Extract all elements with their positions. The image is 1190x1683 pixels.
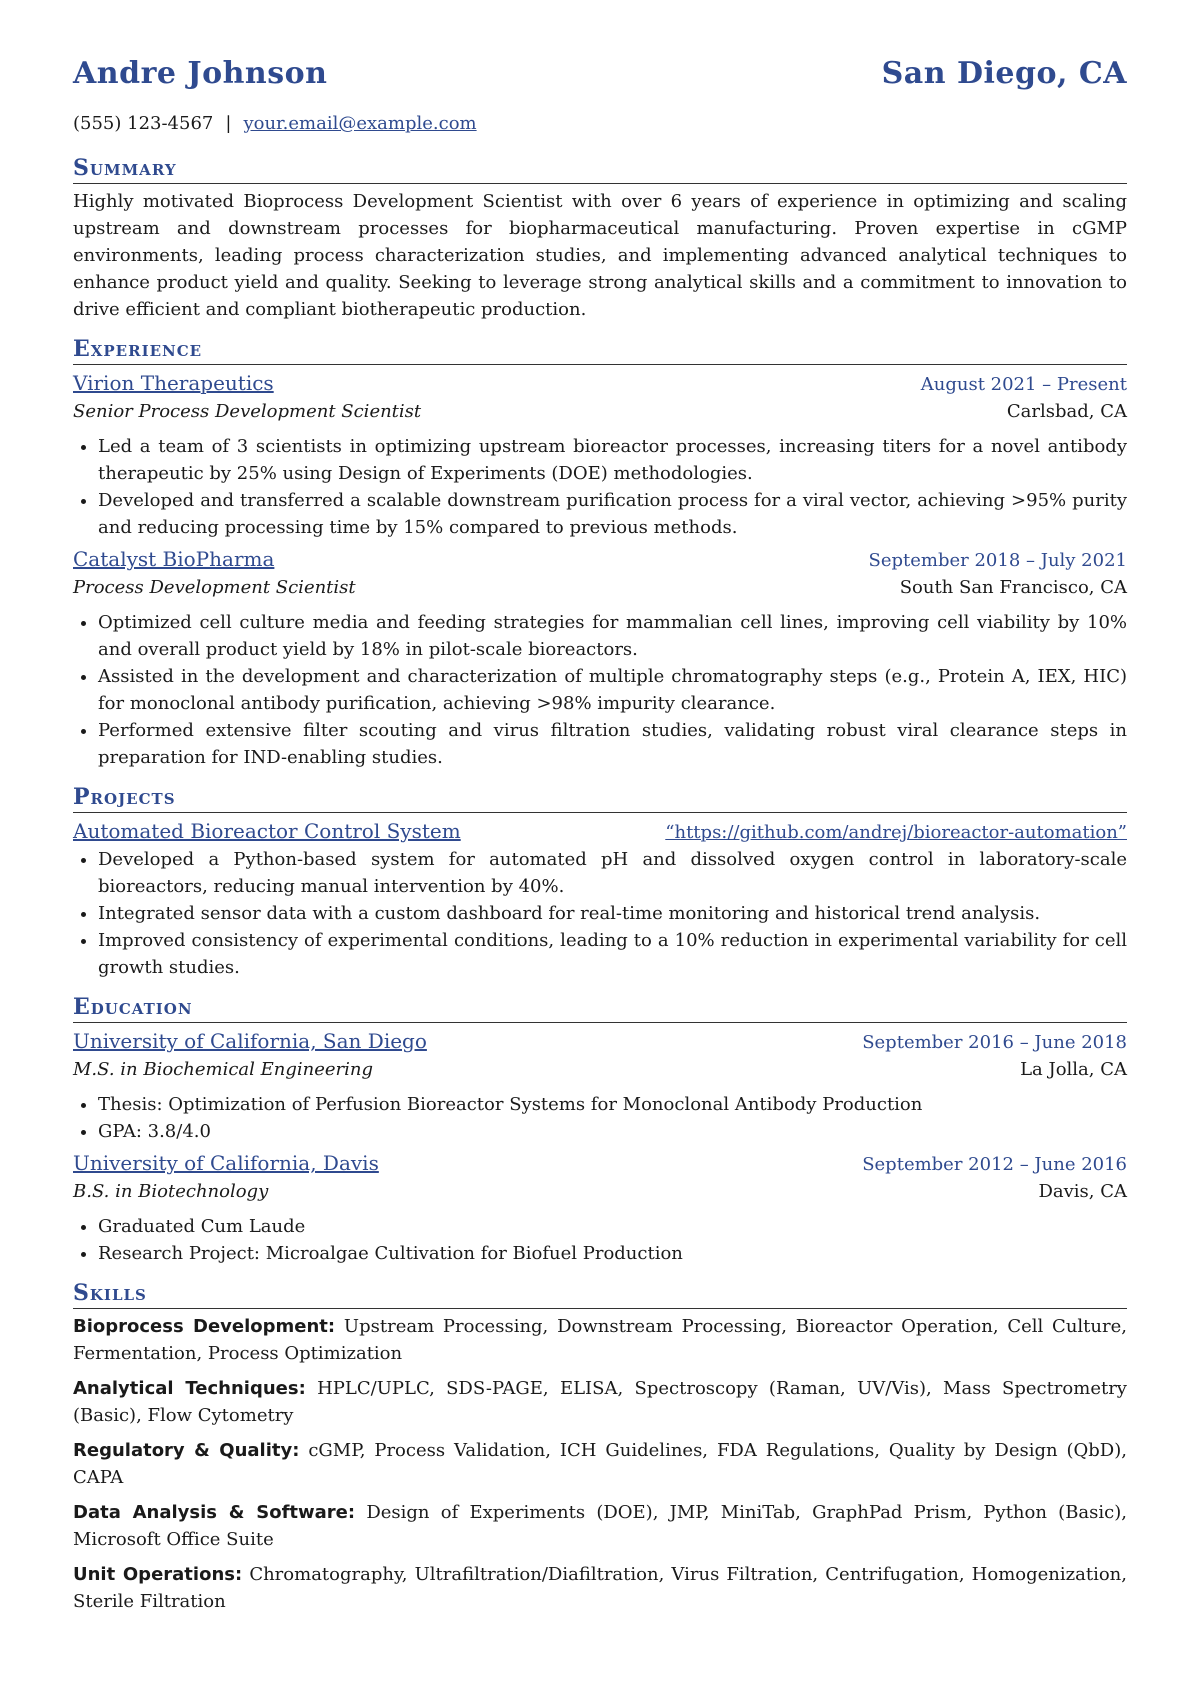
- entry-location: South San Francisco, CA: [899, 577, 1127, 598]
- skill-label: Unit Operations:: [73, 1564, 243, 1585]
- section-title-projects: Projects: [73, 783, 1127, 813]
- list-item: • Graduated Cum Laude: [98, 1213, 1127, 1240]
- skill-row: [73, 1437, 1127, 1491]
- list-item: • Research Project: Microalgae Cultivation for Biofuel Production: [98, 1240, 1127, 1267]
- entry-location: La Jolla, CA: [1020, 1059, 1127, 1080]
- entry-location: Davis, CA: [1038, 1181, 1127, 1202]
- skill-value: HPLC/UPLC, SDS-PAGE, ELISA, Spectroscopy (Raman, UV/Vis), Mass Spectrometry (Basic), Flow Cytometry: [73, 1378, 1127, 1426]
- experience-entry: [73, 545, 1127, 771]
- degree: B.S. in Biotechnology: [73, 1181, 269, 1202]
- skill-row: [73, 1499, 1127, 1553]
- skill-label: Analytical Techniques:: [73, 1378, 306, 1399]
- section-title-education: Education: [73, 993, 1127, 1023]
- company-name[interactable]: Virion Therapeutics: [73, 371, 274, 395]
- skill-value: cGMP, Process Validation, ICH Guidelines, FDA Regulations, Quality by Design (QbD), CAPA: [73, 1440, 1127, 1488]
- phone: (555) 123-4567: [73, 113, 214, 134]
- section-title-summary: Summary: [73, 154, 1127, 184]
- project-entry: [73, 817, 1127, 981]
- list-item: • GPA: 3.8/4.0: [98, 1118, 1127, 1145]
- entry-dates: September 2016 – June 2018: [862, 1032, 1127, 1053]
- job-title: Senior Process Development Scientist: [73, 401, 422, 422]
- skill-row: [73, 1375, 1127, 1429]
- entry-dates: September 2018 – July 2021: [868, 550, 1127, 571]
- job-title: Process Development Scientist: [73, 577, 356, 598]
- skill-label: Data Analysis & Software:: [73, 1502, 356, 1523]
- skill-value: Design of Experiments (DOE), JMP, MiniTab, GraphPad Prism, Python (Basic), Microsoft Office Suite: [73, 1502, 1127, 1550]
- skill-row: [73, 1561, 1127, 1615]
- skill-value: Chromatography, Ultrafiltration/Diafiltration, Virus Filtration, Centrifugation, Homogenization, Sterile Filtration: [73, 1564, 1127, 1612]
- list-item: • Developed a Python-based system for automated pH and dissolved oxygen control in laboratory-scale bioreactors, reducing manual intervention by 40%.: [98, 846, 1127, 900]
- experience-entry: [73, 369, 1127, 541]
- bullet-list: [73, 609, 1127, 771]
- email-link[interactable]: your.email@example.com: [243, 113, 477, 134]
- list-item: • Developed and transferred a scalable downstream purification process for a viral vector, achieving >95% purity and reducing processing time by 15% compared to previous methods.: [98, 487, 1127, 541]
- project-link[interactable]: “https://github.com/andrej/bioreactor-automation”: [665, 822, 1127, 843]
- bullet-list: [73, 433, 1127, 541]
- entry-dates: August 2021 – Present: [920, 374, 1127, 395]
- bullet-list: [73, 1091, 1127, 1145]
- education-entry: [73, 1149, 1127, 1267]
- education-entry: [73, 1027, 1127, 1145]
- list-item: • Integrated sensor data with a custom dashboard for real-time monitoring and historical trend analysis.: [98, 900, 1127, 927]
- resume-page: [73, 56, 1127, 1623]
- skill-label: Bioprocess Development:: [73, 1316, 336, 1337]
- contact-line: [73, 110, 1127, 142]
- entry-dates: September 2012 – June 2016: [862, 1154, 1127, 1175]
- skill-label: Regulatory & Quality:: [73, 1440, 300, 1461]
- list-item: • Led a team of 3 scientists in optimizing upstream bioreactor processes, increasing titers for a novel antibody therapeutic by 25% using Design of Experiments (DOE) methodologies.: [98, 433, 1127, 487]
- list-item: • Optimized cell culture media and feeding strategies for mammalian cell lines, improving cell viability by 10% and overall product yield by 18% in pilot-scale bioreactors.: [98, 609, 1127, 663]
- company-name[interactable]: Catalyst BioPharma: [73, 547, 275, 571]
- list-item: • Performed extensive filter scouting and virus filtration studies, validating robust viral clearance steps in preparation for IND-enabling studies.: [98, 717, 1127, 771]
- list-item: • Thesis: Optimization of Perfusion Bioreactor Systems for Monoclonal Antibody Production: [98, 1091, 1127, 1118]
- skill-row: [73, 1313, 1127, 1367]
- candidate-location: San Diego, CA: [881, 56, 1127, 91]
- degree: M.S. in Biochemical Engineering: [73, 1059, 374, 1080]
- school-name[interactable]: University of California, Davis: [73, 1151, 379, 1175]
- entry-location: Carlsbad, CA: [1006, 401, 1127, 422]
- skill-value: Upstream Processing, Downstream Processing, Bioreactor Operation, Cell Culture, Fermentation, Process Optimization: [73, 1316, 1127, 1364]
- project-name[interactable]: Automated Bioreactor Control System: [73, 819, 461, 843]
- summary-text: Highly motivated Bioprocess Development Scientist with over 6 years of experience in optimizing and scaling upstream and downstream processes for biopharmaceutical manufacturing. Proven expertise in cGMP environments, leading process characterization studies, and implementing advanced analytical techniques to enhance product yield and quality. Seeking to leverage strong analytical skills and a commitment to innovation to drive efficient and compliant biotherapeutic production.: [73, 191, 1127, 320]
- candidate-name: Andre Johnson: [73, 56, 328, 91]
- bullet-list: [73, 1213, 1127, 1267]
- section-title-skills: Skills: [73, 1279, 1127, 1309]
- header: [73, 56, 1127, 108]
- bullet-list: [73, 846, 1127, 981]
- section-title-experience: Experience: [73, 335, 1127, 365]
- list-item: • Improved consistency of experimental conditions, leading to a 10% reduction in experimental variability for cell growth studies.: [98, 927, 1127, 981]
- list-item: • Assisted in the development and characterization of multiple chromatography steps (e.g., Protein A, IEX, HIC) for monoclonal antibody purification, achieving >98% impurity clearance.: [98, 663, 1127, 717]
- contact-separator: |: [225, 113, 232, 134]
- school-name[interactable]: University of California, San Diego: [73, 1029, 427, 1053]
